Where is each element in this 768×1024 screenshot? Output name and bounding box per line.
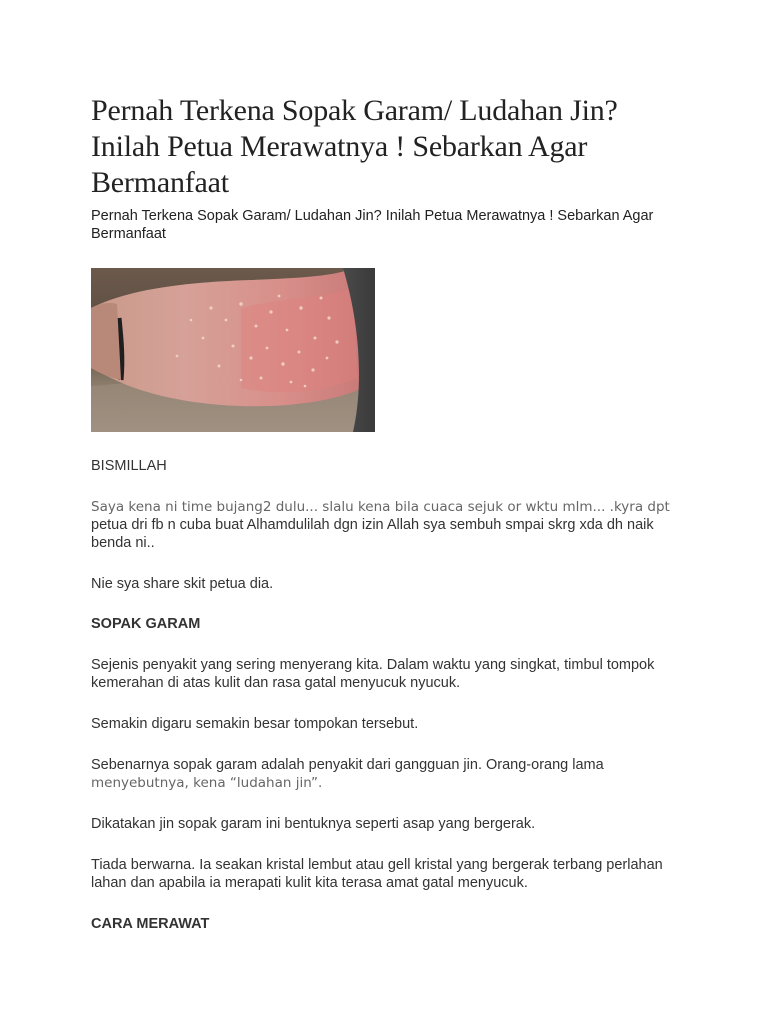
intro-rest-text: petua dri fb n cuba buat Alhamdulilah dgn izin Allah sya sembuh smpai skrg xda dh naik benda ni..	[91, 517, 654, 551]
article-subtitle: Pernah Terkena Sopak Garam/ Ludahan Jin? Inilah Petua Merawatnya ! Sebarkan Agar Bermanfaat	[91, 208, 654, 242]
share-paragraph: Nie sya share skit petua dia.	[91, 576, 274, 592]
article-body	[91, 93, 691, 933]
intro-paragraph	[91, 498, 691, 552]
cause-text: Sebenarnya sopak garam adalah penyakit dari gangguan jin. Orang-orang lama	[91, 757, 604, 773]
heading-sopak-garam: SOPAK GARAM	[91, 616, 201, 632]
article-title: Pernah Terkena Sopak Garam/ Ludahan Jin? Inilah Petua Merawatnya ! Sebarkan Agar Bermanfaat	[91, 94, 618, 199]
paragraph-definition: Sejenis penyakit yang sering menyerang kita. Dalam waktu yang singkat, timbul tompok kemerahan di atas kulit dan rasa gatal menyucuk nyucuk.	[91, 657, 655, 691]
arm-rash-photo	[91, 268, 375, 432]
cause-light-text: menyebutnya, kena “ludahan jin”.	[91, 775, 323, 791]
paragraph-colorless: Tiada berwarna. Ia seakan kristal lembut atau gell kristal yang bergerak terbang perlahan lahan dan apabila ia merapati kulit kita terasa amat gatal menyucuk.	[91, 857, 663, 891]
paragraph-cause	[91, 756, 691, 792]
bismillah-text: BISMILLAH	[91, 458, 167, 474]
paragraph-shape: Dikatakan jin sopak garam ini bentuknya seperti asap yang bergerak.	[91, 816, 536, 832]
paragraph-scratching: Semakin digaru semakin besar tompokan tersebut.	[91, 716, 419, 732]
intro-light-text: Saya kena ni time bujang2 dulu... slalu kena bila cuaca sejuk or wktu mlm... .kyra dpt	[91, 499, 670, 515]
heading-cara-merawat: CARA MERAWAT	[91, 916, 210, 932]
